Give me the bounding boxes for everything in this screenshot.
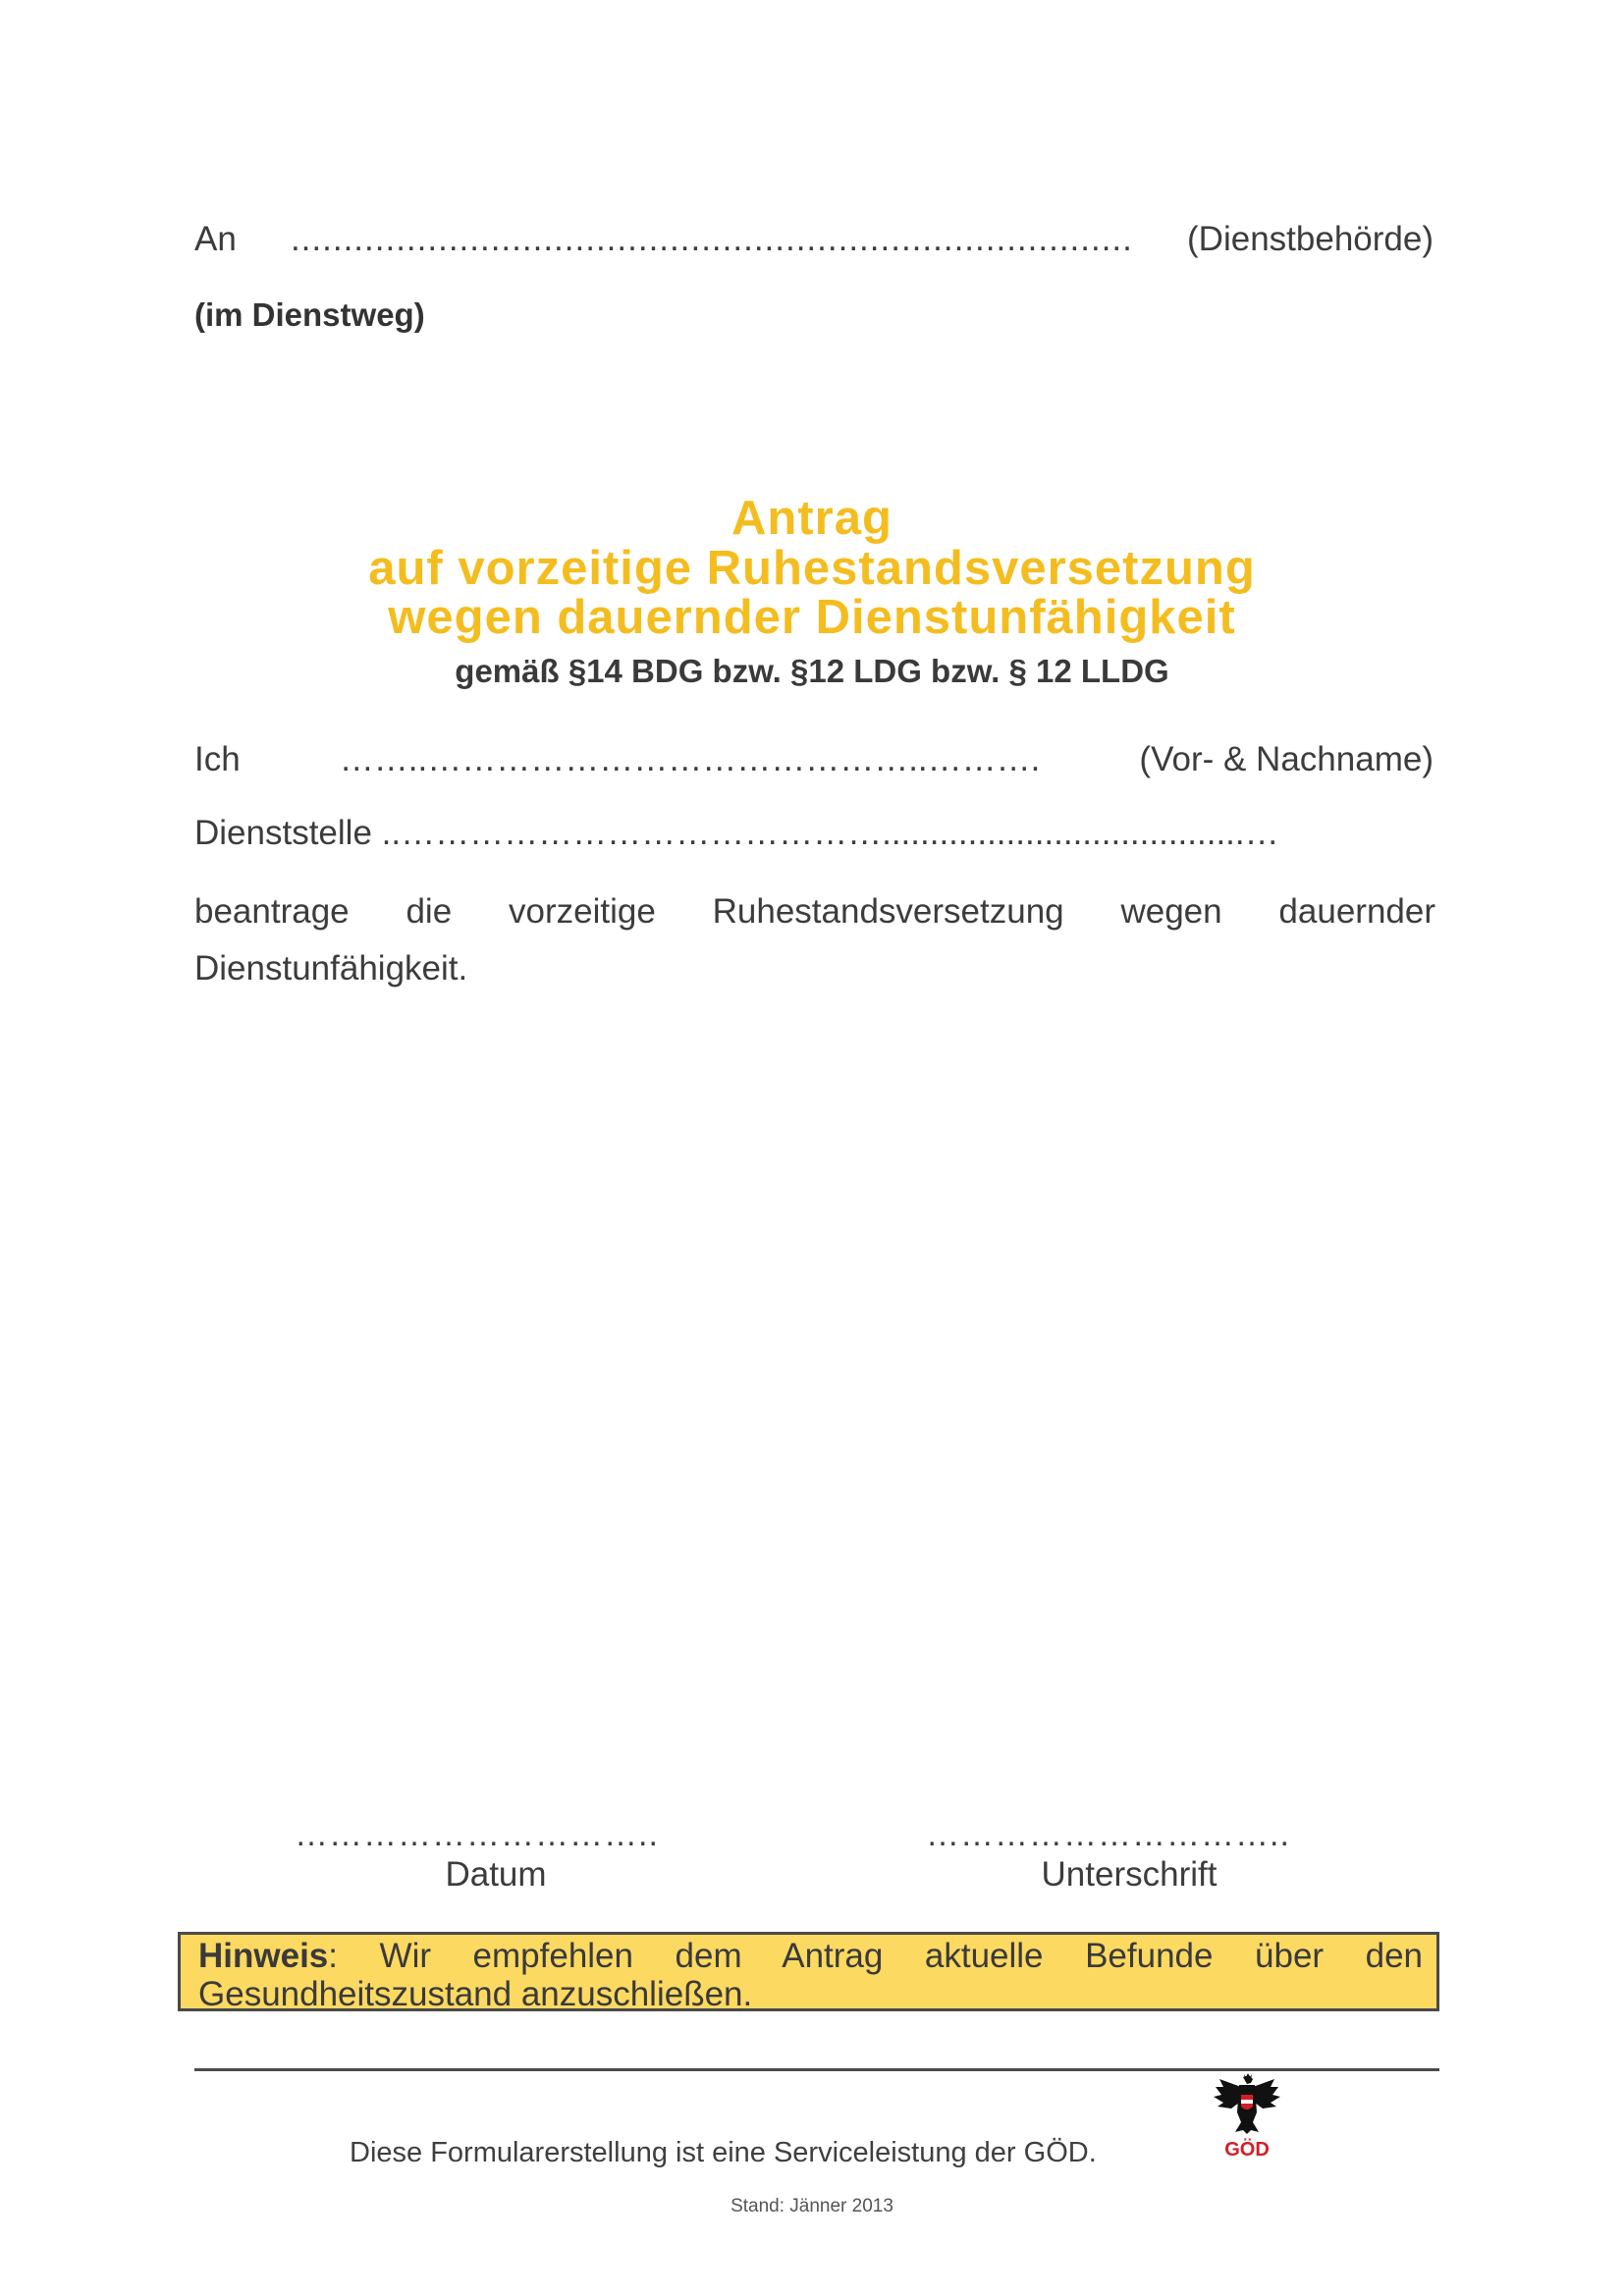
- date-fill-field[interactable]: …………………………..: [295, 1816, 659, 1853]
- recipient-line: [194, 220, 1434, 259]
- footer-divider: [194, 2068, 1439, 2071]
- logo-wordmark: GÖD: [1224, 2139, 1270, 2161]
- signature-fill-field[interactable]: …………………………..: [926, 1816, 1290, 1853]
- footer-service-text: Diese Formularerstellung ist eine Serviceleistung der GÖD.: [350, 2137, 1097, 2168]
- note-text: : Wir empfehlen dem Antrag aktuelle Befunde über den Gesundheitszustand anzuschließen.: [198, 1937, 1423, 2013]
- recipient-prefix: An: [194, 220, 237, 258]
- name-prefix: Ich: [194, 740, 241, 778]
- goed-eagle-logo-icon: [1212, 2073, 1282, 2162]
- office-line: [194, 814, 1279, 853]
- title-line-3: wegen dauernder Dienstunfähigkeit: [388, 591, 1236, 644]
- legal-basis-subtitle: gemäß §14 BDG bzw. §12 LDG bzw. § 12 LLDG: [455, 653, 1169, 689]
- route-note: (im Dienstweg): [194, 296, 425, 333]
- office-fill-field[interactable]: ..……………………………………......................................…: [381, 814, 1279, 852]
- title-line-2: auf vorzeitige Ruhestandsversetzung: [368, 542, 1256, 595]
- note-label: Hinweis: [198, 1937, 329, 1975]
- signature-label: Unterschrift: [1041, 1855, 1218, 1894]
- request-statement: beantrage die vorzeitige Ruhestandsversetzung wegen dauernder Dienstunfähigkeit.: [194, 892, 1435, 988]
- revision-date: Stand: Jänner 2013: [731, 2196, 893, 2216]
- office-prefix: Dienststelle: [194, 814, 372, 852]
- name-suffix: (Vor- & Nachname): [1139, 740, 1434, 778]
- title-line-1: Antrag: [731, 492, 893, 545]
- name-line: [194, 740, 1434, 779]
- note-box: [178, 1932, 1439, 2011]
- recipient-suffix: (Dienstbehörde): [1187, 220, 1434, 258]
- recipient-fill-field[interactable]: ................................................................................: [290, 220, 1133, 258]
- name-fill-field[interactable]: ……..……………………………………..……….: [339, 740, 1041, 778]
- date-label: Datum: [445, 1855, 547, 1894]
